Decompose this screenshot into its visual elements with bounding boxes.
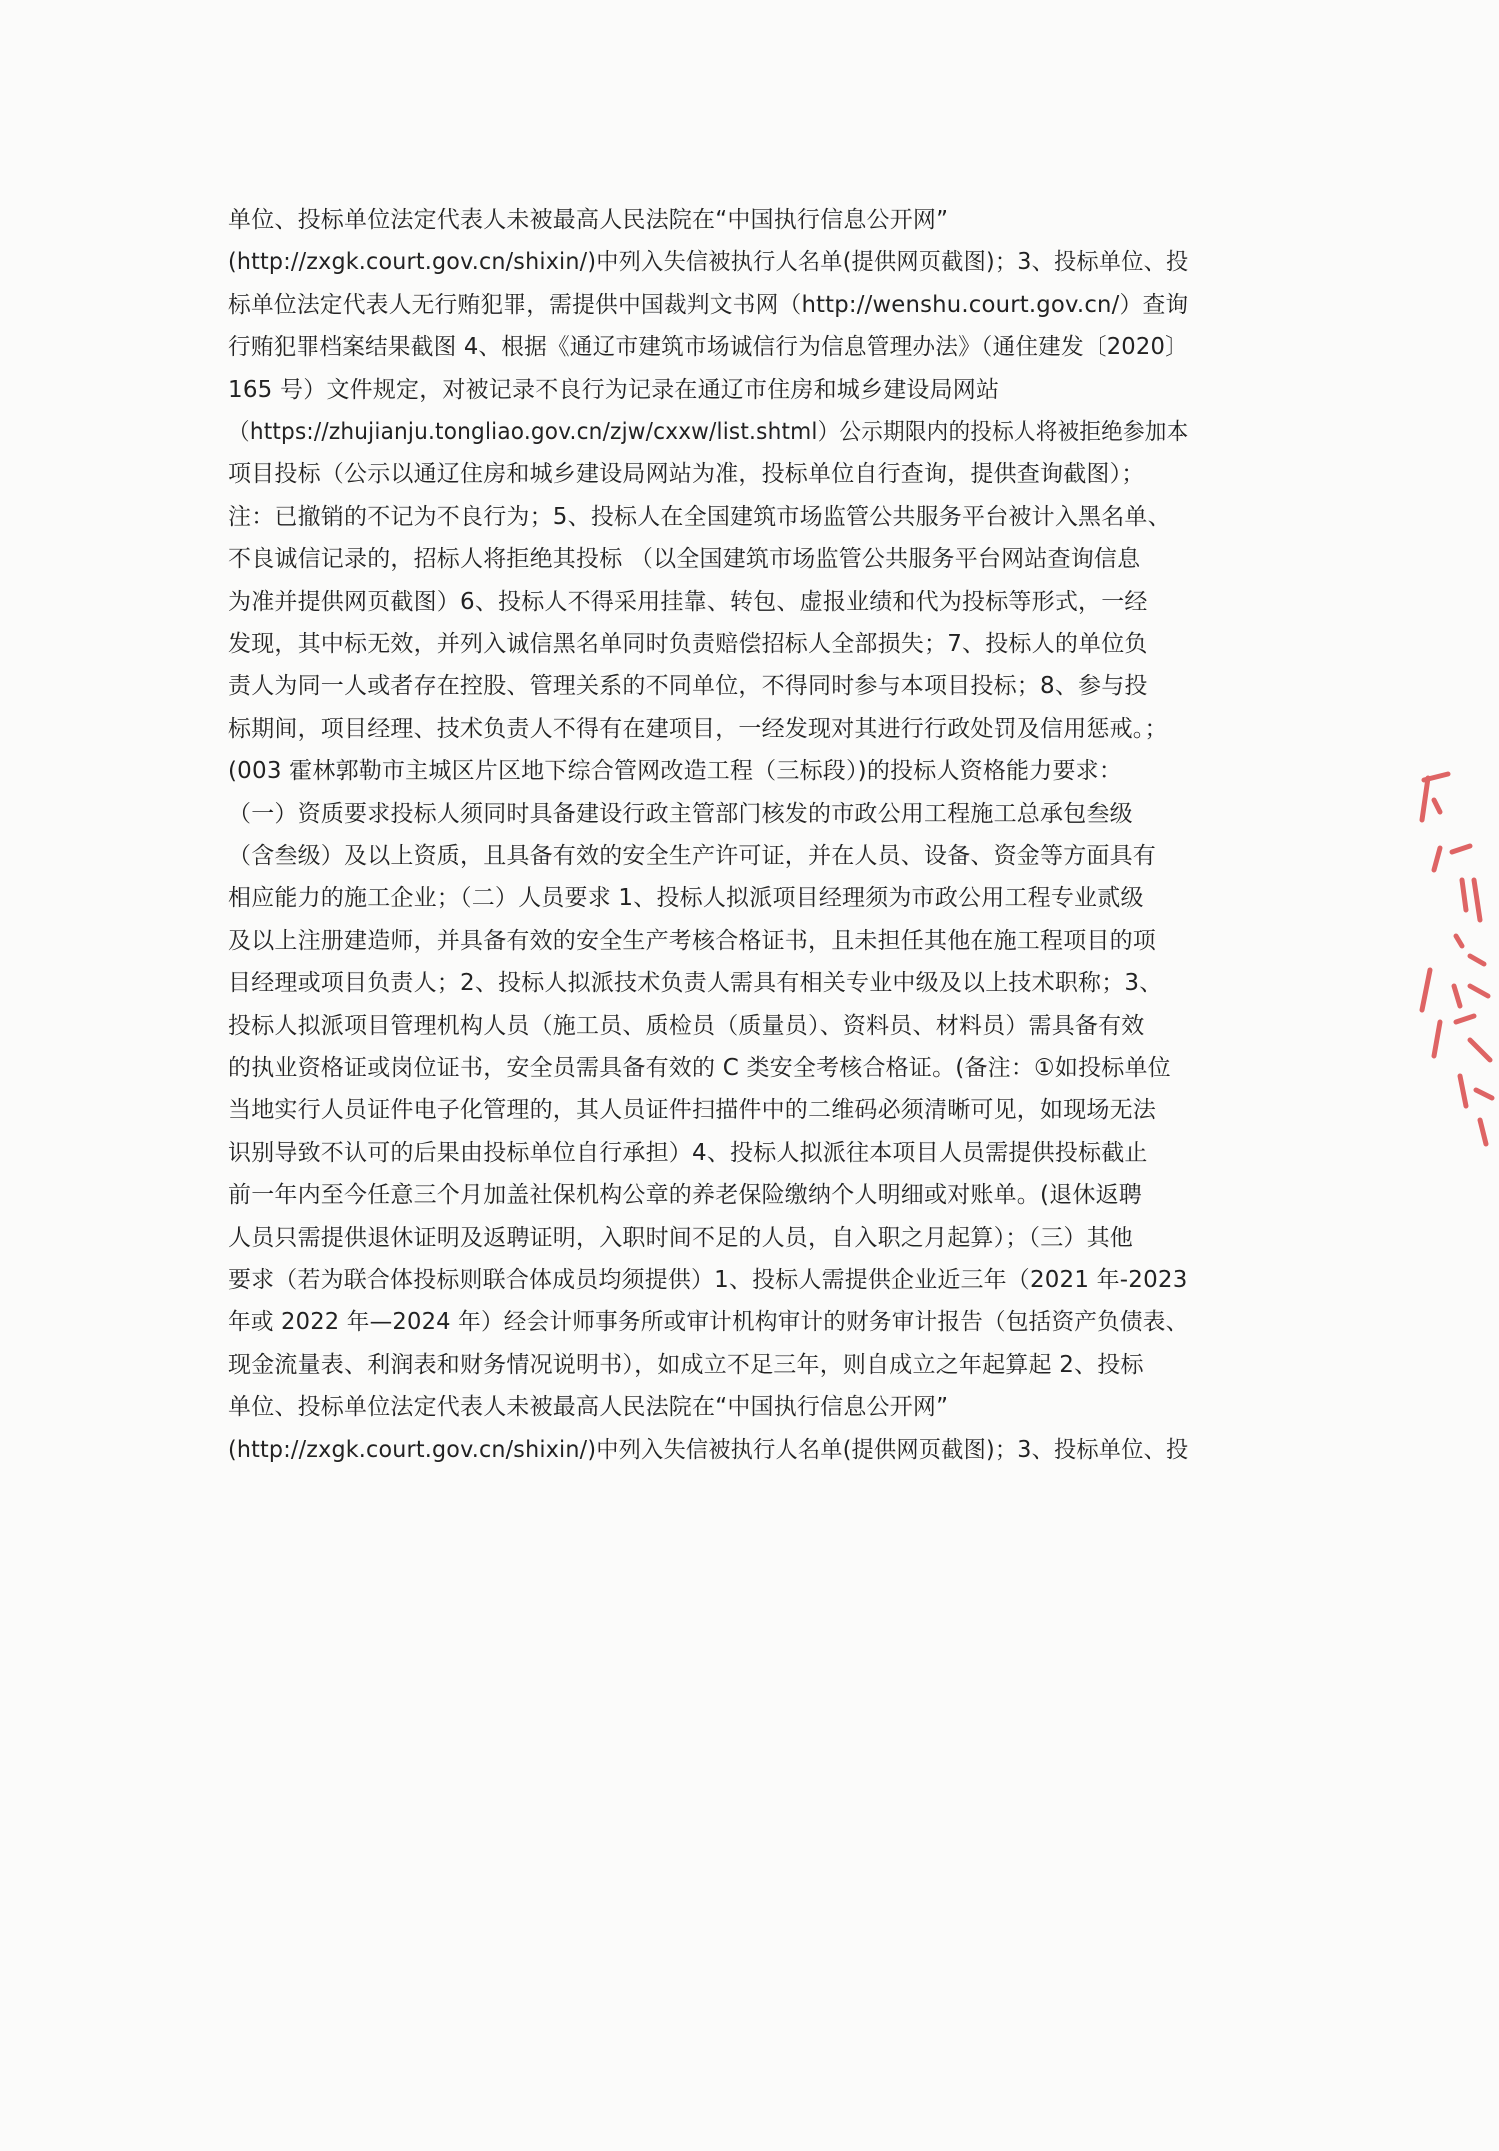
text-line: 注：已撤销的不记为不良行为；5、投标人在全国建筑市场监管公共服务平台被计入黑名单、 [228,503,1171,530]
red-seal-fragment-icon [1400,760,1499,1160]
text-line: 现金流量表、利润表和财务情况说明书），如成立不足三年，则自成立之年起算起 2、投标 [228,1351,1144,1378]
text-line: 单位、投标单位法定代表人未被最高人民法院在“中国执行信息公开网” [228,1394,949,1421]
text-line: (003 霍林郭勒市主城区片区地下综合管网改造工程（三标段）)的投标人资格能力要求： [228,758,1123,785]
text-line: 及以上注册建造师，并具备有效的安全生产考核合格证书，且未担任其他在施工程项目的项 [228,927,1156,954]
text-line: 单位、投标单位法定代表人未被最高人民法院在“中国执行信息公开网” [228,207,949,233]
text-line: (http://zxgk.court.gov.cn/shixin/)中列入失信被执行人名单(提供网页截图)；3、投标单位、投 [228,249,1189,276]
text-line: (http://zxgk.court.gov.cn/shixin/)中列入失信被执行人名单(提供网页截图)；3、投标单位、投 [228,1436,1189,1463]
text-line: 标期间，项目经理、技术负责人不得有在建项目，一经发现对其进行行政处罚及信用惩戒。； [228,715,1168,742]
text-line: 发现，其中标无效，并列入诚信黑名单同时负责赔偿招标人全部损失；7、投标人的单位负 [228,631,1148,657]
text-line: （一）资质要求投标人须同时具备建设行政主管部门核发的市政公用工程施工总承包叁级 [228,800,1133,827]
text-line: 行贿犯罪档案结果截图 4、根据《通辽市建筑市场诚信行为信息管理办法》（通住建发〔2020〕 [228,334,1188,361]
text-line: 要求（若为联合体投标则联合体成员均须提供）1、投标人需提供企业近三年（2021 年-2023 [228,1267,1188,1293]
text-line: （含叁级）及以上资质，且具备有效的安全生产许可证，并在人员、设备、资金等方面具有 [228,843,1156,869]
text-line: 项目投标（公示以通辽住房和城乡建设局网站为准，投标单位自行查询，提供查询截图）； [228,461,1145,488]
text-line: 识别导致不认可的后果由投标单位自行承担）4、投标人拟派往本项目人员需提供投标截止 [228,1139,1148,1166]
text-line: （https://zhujianju.tongliao.gov.cn/zjw/cxxw/list.shtml）公示期限内的投标人将被拒绝参加本 [228,419,1189,445]
text-line: 投标人拟派项目管理机构人员（施工员、质检员（质量员）、资料员、材料员）需具备有效 [228,1012,1145,1039]
text-line: 目经理或项目负责人；2、投标人拟派技术负责人需具有相关专业中级及以上技术职称；3、 [228,970,1163,997]
text-line: 责人为同一人或者存在控股、管理关系的不同单位，不得同时参与本项目投标；8、参与投 [228,673,1148,700]
text-line: 标单位法定代表人无行贿犯罪，需提供中国裁判文书网（http://wenshu.court.gov.cn/）查询 [228,291,1189,318]
text-line: 人员只需提供退休证明及返聘证明，入职时间不足的人员，自入职之月起算）；（三）其他 [228,1224,1133,1251]
text-line: 前一年内至今任意三个月加盖社保机构公章的养老保险缴纳个人明细或对账单。(退休返聘 [228,1182,1142,1209]
text-line: 为准并提供网页截图）6、投标人不得采用挂靠、转包、虚报业绩和代为投标等形式，一经 [228,588,1148,615]
text-line: 相应能力的施工企业；（二）人员要求 1、投标人拟派项目经理须为市政公用工程专业贰级 [228,885,1144,912]
text-line: 不良诚信记录的，招标人将拒绝其投标 （以全国建筑市场监管公共服务平台网站查询信息 [228,546,1141,573]
text-line: 当地实行人员证件电子化管理的，其人员证件扫描件中的二维码必须清晰可见，如现场无法 [228,1097,1156,1124]
text-line: 的执业资格证或岗位证书，安全员需具备有效的 C 类安全考核合格证。(备注：①如投标单位 [228,1055,1171,1081]
text-line: 165 号）文件规定，对被记录不良行为记录在通辽市住房和城乡建设局网站 [228,376,1000,403]
text-line: 年或 2022 年—2024 年）经会计师事务所或审计机构审计的财务审计报告（包括资产负债表、 [228,1309,1189,1336]
